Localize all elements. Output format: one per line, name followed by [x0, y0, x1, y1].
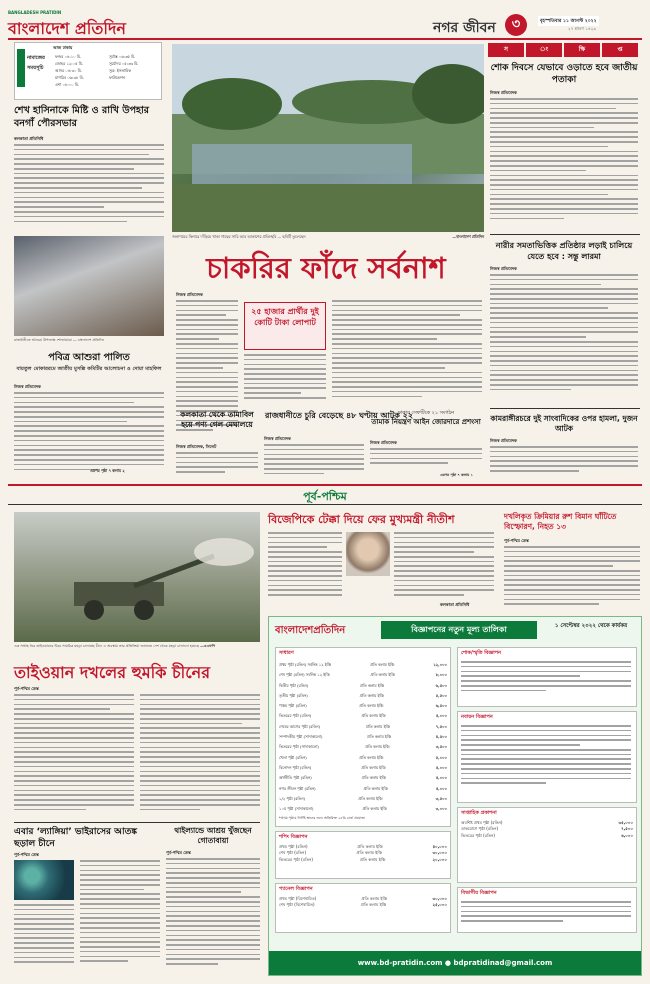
rate-row [279, 804, 447, 814]
rate-row [279, 857, 447, 863]
masthead-rule [8, 38, 642, 40]
nitish-body-right [394, 532, 494, 602]
langya-body-left [14, 904, 74, 970]
langya-body [80, 860, 160, 970]
thailand-body [166, 858, 260, 970]
rate-label: প্রথম পৃষ্ঠা (রঙিন) সর্বনিম্ন ১২ ইঞ্চি [279, 662, 332, 667]
rate-row [279, 701, 447, 711]
rate-label: খেলা পৃষ্ঠা (রঙিন) [279, 754, 307, 760]
russia-headline: দখলিকৃত ক্রিমিয়ার রুশ বিমান ঘাঁটিতে বিস্ফোরণ, নিহত ১৩ [504, 512, 617, 531]
virus-photo [14, 860, 74, 900]
rate-label: প্রতি কলাম ইঞ্চি [361, 896, 388, 901]
rate-label: ভিতরের পৃষ্ঠা (সাদাকালো) [279, 744, 319, 750]
divider [490, 408, 640, 409]
rate-price: ৪০,০০০ [432, 844, 447, 849]
rate-box-general [275, 647, 451, 827]
prayer-row-right: সূর্যাস্ত ০৬:৩৫ মি. [109, 54, 136, 59]
ad-effective: ১ সেপ্টেম্বর ২০২২ থেকে কার্যকর [554, 623, 628, 629]
rate-box-title: নবায়ন বিজ্ঞাপন [461, 714, 493, 720]
rate-label: সম্পাদকীয় পৃষ্ঠা (সাদাকালো) [279, 734, 323, 740]
rate-label: প্রথম পৃষ্ঠা (রঙিন) [279, 844, 308, 849]
prayer-row: আসর ০৪:৩০ মি. [55, 68, 82, 73]
main-callout [244, 302, 326, 350]
ashura-body [14, 392, 164, 478]
rate-price: ২৫,০০০ [432, 902, 447, 908]
rate-price: ৬,০০০ [621, 832, 633, 838]
rate-label: প্রতি কলাম ইঞ্চি [361, 764, 386, 770]
rate-price: ৭,৫০০ [621, 826, 633, 832]
thailand-byline: পূর্ব-পশ্চিম ডেস্ক [166, 850, 191, 855]
taiwan-body [14, 694, 134, 818]
rate-price: ৫,০০০ [435, 754, 447, 760]
sheikh-byline: কলকাতা প্রতিনিধি [14, 136, 44, 141]
rate-row [279, 773, 447, 783]
date-line-bangla: ২৭ শ্রাবণ ১৪২৯ [568, 26, 597, 31]
russia-byline: পূর্ব-পশ্চিম ডেস্ক [504, 538, 529, 543]
prayer-label-a: নামাজের [27, 55, 45, 61]
women-body [490, 274, 638, 404]
rate-rows [279, 896, 447, 909]
nitish-portrait [346, 532, 390, 576]
rate-label: প্রতি কলাম ইঞ্চি [359, 682, 385, 688]
rate-row [279, 742, 447, 752]
prayer-row: জোহর ১২:০৫ মি. [55, 61, 84, 66]
landscape-photo [172, 44, 484, 232]
rate-label: প্রতি কলাম ইঞ্চি [358, 795, 383, 801]
rate-price: ১২,০০০ [433, 662, 447, 667]
rate-label: অর্থনীতি পৃষ্ঠা (রঙিন) [279, 775, 312, 781]
kolkata-body [176, 452, 258, 478]
main-body-col2 [244, 354, 326, 404]
tab-2[interactable]: ং [526, 43, 562, 57]
weather-label: আজ ঢাকায় [53, 45, 73, 50]
rate-row [279, 711, 447, 721]
rate-label: প্রথম পৃষ্ঠা (বিশেষায়িত) [279, 896, 317, 901]
landscape-illustration [172, 44, 484, 232]
war-credit: —এএফপি [200, 644, 216, 648]
rate-box-panel [275, 883, 451, 933]
thailand-headline: থাইল্যান্ডে আশ্রয় খুঁজছেন গোতাবায়া [174, 826, 252, 845]
theft-byline: নিজস্ব প্রতিবেদক [264, 436, 291, 441]
rate-label: অবশিষ্ট প্রথম পৃষ্ঠা (রঙিন) [461, 820, 503, 825]
ashura-subtitle: বায়তুল মোকাররমে জাতীয় মুসল্লি কমিটির আলোচনা ও দোয়া মাহফিল [16, 366, 162, 372]
rate-label: প্রতি কলাম ইঞ্চি [362, 806, 387, 812]
journalist-body [490, 446, 638, 478]
rate-box-body [461, 661, 631, 701]
prayer-row-right: ফাউন্ডেশন [109, 75, 125, 80]
prayer-row: ফজর ০৪:১০ মি. [55, 54, 82, 59]
tobacco-byline: নিজস্ব প্রতিবেদক [370, 440, 397, 445]
rate-label: প্রতি কলাম ইঞ্চি [370, 662, 395, 667]
war-caption [14, 644, 260, 649]
ad-title [381, 621, 537, 639]
rate-label: শেষ পৃষ্ঠা (বিশেষায়িত) [279, 902, 315, 908]
prayer-row-right: সূর্যোদয় ০৫:৩৩ মি. [109, 61, 139, 66]
rate-price: ৩০,০০০ [432, 850, 447, 856]
rate-label: তৃতীয় পৃষ্ঠা (রঙিন) [279, 692, 308, 698]
rate-box-renewal [457, 711, 637, 803]
prayer-label-b: সময়সূচি [27, 65, 44, 71]
flag-body [490, 98, 638, 230]
tab-3[interactable]: ক্ষি [564, 43, 600, 57]
divider [14, 822, 260, 823]
ad-logo: বাংলাদেশপ্রতিদিন [275, 625, 346, 636]
main-byline: নিজস্ব প্রতিবেদক [176, 292, 203, 297]
rate-box-title: শোক/স্মৃতি বিজ্ঞাপন [461, 650, 502, 656]
section-divider [8, 484, 642, 486]
photo-credit: —বাংলাদেশ প্রতিদিন [452, 234, 484, 239]
war-photo [14, 512, 260, 642]
taiwan-byline: পূর্ব-পশ্চিম ডেস্ক [14, 686, 39, 691]
rate-label: প্রতি কলাম ইঞ্চি [356, 850, 383, 856]
rate-box-shopping [275, 831, 451, 879]
prayer-rows [55, 53, 105, 88]
rate-price: ৩৫,০০০ [618, 820, 633, 825]
rate-label: ভিতরের পৃষ্ঠা (রঙিন) [279, 856, 313, 862]
rate-price: ৫,০০০ [435, 764, 447, 770]
journalist-headline: কামরাঙ্গীরচরে দুই সাংবাদিকের ওপর হামলা, দুজন আটক [490, 414, 638, 433]
rate-label: প্রতি কলাম ইঞ্চি [360, 902, 387, 908]
rate-label: ১/২ পৃষ্ঠা (রঙিন) [279, 795, 305, 801]
prayer-rows-right [109, 53, 161, 81]
rate-price: ৮,০০০ [435, 672, 447, 678]
rate-note: *প্রথম পৃষ্ঠায় নির্দিষ্ট স্থানের জন্য অতিরিক্ত ২৫% চার্জ প্রযোজ্য [279, 816, 366, 821]
rate-card-ad [268, 616, 642, 976]
rate-box-title: বিভাগীয় বিজ্ঞাপন [461, 890, 497, 896]
flag-byline: নিজস্ব প্রতিবেদক [490, 90, 517, 95]
logo-small: BANGLADESH PRATIDIN [8, 10, 62, 15]
rate-label: ডাকযোগে পৃষ্ঠা (রঙিন) [461, 826, 499, 832]
section-divider [8, 504, 642, 505]
rate-label: প্রতি কলাম ইঞ্চি [370, 672, 395, 678]
rate-label: ভিতরের পৃষ্ঠা (রঙিন) [461, 832, 495, 838]
ashura-photo [14, 236, 164, 336]
rate-price: ২০,০০০ [432, 856, 447, 862]
prayer-row-right: সূত্র: ইসলামিক [109, 68, 132, 73]
langya-headline: এবার ‘ল্যাঙ্গিয়া’ ভাইরাসের আতঙ্ক ছড়াল চীনে [14, 827, 137, 849]
rate-price: ৩০,০০০ [432, 896, 447, 901]
rate-price: ৫,০০০ [435, 713, 447, 719]
taiwan-body-2 [140, 694, 260, 818]
rate-rows [279, 660, 447, 814]
ad-footer-text[interactable]: www.bd-pratidin.com ● bdpratidinad@gmail.com [357, 959, 553, 967]
rate-price: ৭,৫০০ [435, 723, 447, 729]
rate-label: প্রতি কলাম ইঞ্চি [365, 723, 390, 729]
rate-label: প্রতি কলাম ইঞ্চি [359, 754, 384, 760]
rate-label: নগর জীবন পৃষ্ঠা (রঙিন) [279, 785, 316, 791]
rate-row [279, 691, 447, 701]
rate-label: শেষ পৃষ্ঠা (রঙিন) [279, 850, 307, 856]
main-body-col3 [332, 300, 482, 404]
sheikh-body [14, 144, 164, 230]
rate-row [279, 902, 447, 908]
rate-label: প্রতি কলাম ইঞ্চি [359, 703, 384, 709]
rate-rows [461, 820, 633, 839]
russia-body [504, 546, 640, 610]
main-headline: চাকরির ফাঁদে সর্বনাশ [206, 251, 446, 285]
photo-caption-text: জলাশয়ের কিনারে দাঁড়িয়ে থাকা গাছের সারি আর আকাশের প্রতিচ্ছবি — ছবিটি তুলেছেন [172, 234, 306, 239]
prayer-row: এশা ০৮:০০ মি. [55, 82, 80, 87]
kolkata-headline: কলকাতা থেকে তামাবিল হয়ে পণ্য গেল মেঘালয়ে [180, 410, 254, 429]
rate-box-title: সাপ্তাহিক প্রকাশনা [461, 810, 497, 816]
rate-label: ভিতরের পৃষ্ঠা (রঙিন) [279, 713, 312, 719]
tobacco-body [370, 448, 482, 470]
flag-headline: শোক দিবসে যেভাবে ওড়াতে হবে জাতীয় পতাকা [490, 63, 638, 85]
prayer-icon [17, 49, 25, 87]
women-headline: নারীর সমতাভিত্তিক প্রতিষ্ঠার লড়াই চালিয়ে যেতে হবে : সন্তু লারমা [495, 241, 633, 261]
rate-label: প্রতি কলাম ইঞ্চি [361, 775, 386, 781]
rate-label: প্রতি কলাম ইঞ্চি [359, 856, 386, 862]
taiwan-headline: তাইওয়ান দখলের হুমকি চীনের [14, 663, 210, 682]
section-tabs [488, 43, 638, 57]
rate-label: প্রতি কলাম ইঞ্চি [357, 844, 383, 849]
rate-box-obituary [457, 647, 637, 707]
rate-box-body [461, 725, 631, 799]
ad-title-text: বিজ্ঞাপনের নতুন মূল্য তালিকা [411, 625, 507, 634]
rate-box-title: সাধারণ [279, 650, 294, 656]
rate-row [279, 660, 447, 670]
rate-label: প্রতি কলাম ইঞ্চি [361, 713, 386, 719]
rate-price: ৫,৫০০ [435, 692, 447, 698]
kolkata-byline: নিজস্ব প্রতিবেদক, সিলেট [176, 444, 217, 449]
rate-label: শেষের আগের পৃষ্ঠা (রঙিন) [279, 723, 320, 729]
artillery-illustration [14, 512, 260, 642]
sheikh-headline: শেখ হাসিনাকে মিষ্টি ও রাখি উপহার বনগাঁ পৌরসভার [14, 105, 150, 129]
page-number-text: ৩ [511, 17, 521, 32]
masthead [8, 8, 642, 38]
rate-rows [279, 844, 447, 863]
page-number [505, 14, 527, 36]
rate-row [279, 732, 447, 742]
nitish-body-left [268, 532, 342, 602]
rate-row [279, 794, 447, 804]
nitish-byline: কলকাতা প্রতিনিধি [440, 602, 470, 607]
rate-box-divisional [457, 887, 637, 933]
rate-box-title: শপিং বিজ্ঞাপন [279, 834, 308, 840]
tab-4[interactable]: প্ত [602, 43, 638, 57]
rate-label: শেষ পৃষ্ঠা (রঙিন) সর্বনিম্ন ১২ ইঞ্চি [279, 672, 330, 678]
divider [490, 234, 640, 235]
rate-label: প্রতি কলাম ইঞ্চি [365, 744, 390, 750]
rate-label: দ্বিতীয় পৃষ্ঠা (রঙিন) [279, 682, 309, 688]
ashura-caption: রাজধানীতে আশুরা উপলক্ষে শোভাযাত্রা — বাংলাদেশ প্রতিদিন [14, 338, 105, 342]
rate-row [461, 833, 633, 839]
rate-label: প্রতি কলাম ইঞ্চি [359, 692, 384, 698]
ashura-byline: নিজস্ব প্রতিবেদক [14, 384, 41, 389]
rate-label: ১০ম পৃষ্ঠা (সাদাকালো) [279, 806, 314, 812]
rate-price: ৩,৫০০ [435, 744, 447, 750]
theft-body [264, 444, 364, 478]
rate-row [279, 784, 447, 794]
tobacco-headline: তামাক নিয়ন্ত্রণ আইন জোরদারে প্রশংসা [371, 418, 481, 426]
rate-price: ৬,৫০০ [435, 682, 447, 688]
women-byline: নিজস্ব প্রতিবেদক [490, 266, 517, 271]
rate-row [279, 681, 447, 691]
tab-1[interactable]: স [488, 43, 524, 57]
langya-byline: পূর্ব-পশ্চিম ডেস্ক [14, 852, 39, 857]
photo-caption [172, 234, 484, 239]
ad-footer [269, 951, 641, 975]
rate-price: ৪,৫০০ [435, 734, 447, 740]
rate-box-weekly [457, 807, 637, 883]
journalist-byline: নিজস্ব প্রতিবেদক [490, 438, 517, 443]
ashura-continue[interactable]: এরপর পৃষ্ঠা ৭ কলাম ২ [90, 468, 125, 473]
rate-price: ৩,০০০ [435, 806, 447, 812]
theft-headline: রাজধানীতে চুরি বেড়েছে ৪৮ ঘণ্টায় আটক ২২ [264, 411, 414, 420]
rate-row [279, 722, 447, 732]
rate-price: ৫,০০০ [435, 775, 447, 781]
main-callout-text: ২৫ হাজার প্রার্থীর দুই কোটি টাকা লোপাট [251, 307, 319, 327]
rate-label: পঞ্চম পৃষ্ঠা (রঙিন) [279, 703, 307, 709]
section-label: পূর্ব-পশ্চিম [303, 490, 347, 503]
rate-price: ৬,৫০০ [435, 703, 447, 709]
rate-label: প্রতি কলাম ইঞ্চি [366, 734, 392, 740]
prayer-row: মাগরিব ০৬:৩৮ মি. [55, 75, 84, 80]
rate-box-title: প্যানেল বিজ্ঞাপন [279, 886, 313, 892]
rate-price: ৫,০০০ [435, 785, 447, 791]
rate-row [279, 763, 447, 773]
rate-label: প্রতি কলাম ইঞ্চি [363, 785, 388, 791]
section-name: নগর জীবন [433, 20, 496, 36]
rate-row [279, 753, 447, 763]
tobacco-kicker: ঢাকার সেফটিকে ২১ সংগঠন [397, 410, 455, 416]
rate-row [279, 670, 447, 680]
ashura-headline: পবিত্র আশুরা পালিত [48, 352, 130, 363]
prayer-times-box [14, 42, 162, 100]
nitish-headline: বিজেপিকে টেক্কা দিয়ে ফের মুখ্যমন্ত্রী নীতীশ [268, 513, 455, 526]
date-line: বৃহস্পতিবার ১১ আগস্ট ২০২২ [538, 16, 599, 26]
rate-price: ৩,৫০০ [435, 795, 447, 801]
masthead-logo: বাংলাদেশ প্রতিদিন [8, 19, 126, 38]
tobacco-continue[interactable]: এরপর পৃষ্ঠা ৭ কলাম ১ [440, 473, 473, 477]
rate-label: বিনোদন পৃষ্ঠা (রঙিন) [279, 764, 312, 770]
war-caption-text: এক সপ্তাহ ধরে তাইওয়ানের ঘিরে সামরিক মহড়া চালাচ্ছে চীন। এ অবস্থায় তার প্রতিক্রিয়া জানাতে দেশ থেকে মহড়া চালানো হয়েছে [14, 644, 199, 648]
rate-box-body [461, 901, 631, 931]
